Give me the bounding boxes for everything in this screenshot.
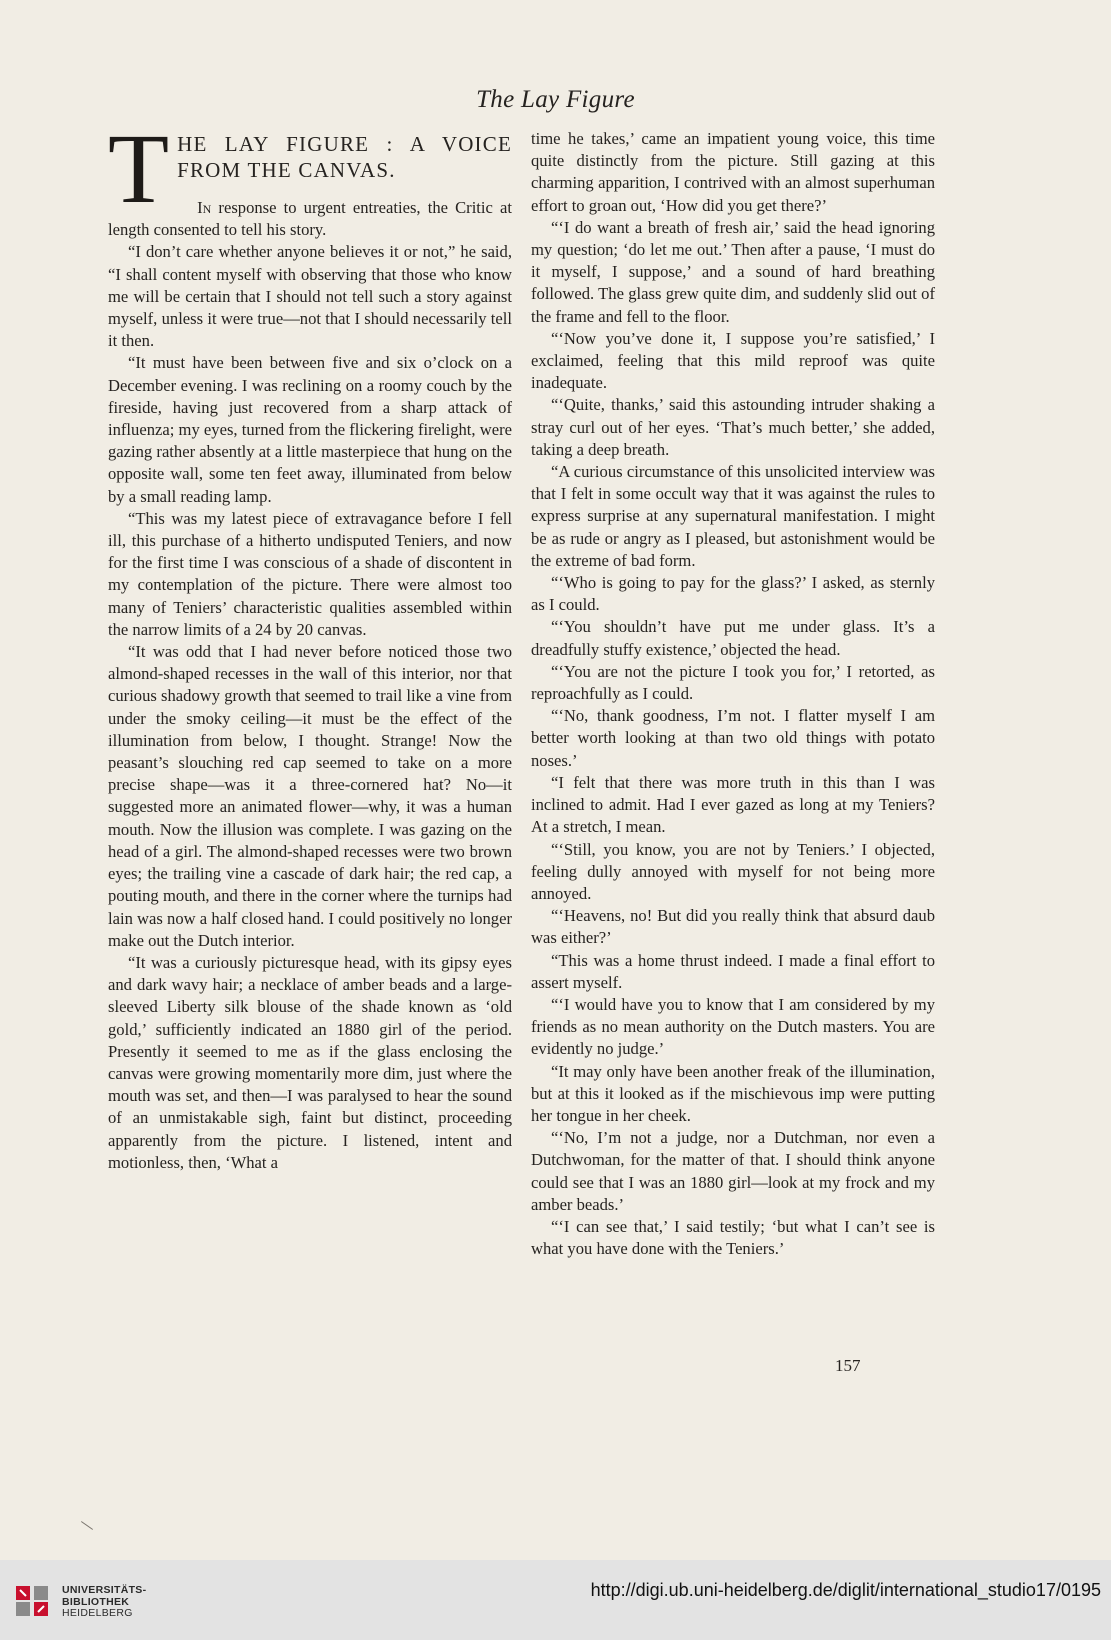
intro-smallcaps: In <box>197 198 212 217</box>
paragraph: “‘I can see that,’ I said testily; ‘but what I can’t see is what you have done with the Teniers.’ <box>531 1216 935 1259</box>
paragraph: “‘Heavens, no! But did you really think that absurd daub was either?’ <box>531 906 935 948</box>
paragraph: “I felt that there was more truth in this than I was inclined to admit. Had I ever gazed as long at my Teniers? At a stretch, I mean. <box>531 772 935 837</box>
university-library-logo-icon <box>14 1584 50 1618</box>
right-column <box>531 128 935 1260</box>
digitization-footer <box>0 1560 1111 1640</box>
paragraph: “A curious circumstance of this unsolicited interview was that I felt in some occult way that it was against the rules to express surprise at any supernatural manifestation. I might be as rude or angry as I pleased, but astonishment would be the extreme of bad form. <box>531 462 935 570</box>
paragraph: “It was odd that I had never before noticed those two almond-shaped recesses in the wall of this interior, nor that curious shadowy growth that seemed to trail like a vine from under the smoky ceiling—it must be the effect of the illumination from below, I thought. Strange! Now the peasant’s slouching red cap seemed to take on a more precise shape—was it a three-cornered hat? No—it suggested more an animated flower—why, it was a human mouth. Now the illusion was complete. I was gazing on the head of a girl. The almond-shaped recesses were two brown eyes; the trailing vine a cascade of dark hair; the red cap, a pouting mouth, and there in the corner where the turnips had lain was now a half closed hand. I could positively no longer make out the Dutch interior. <box>108 642 512 950</box>
paragraph: “I don’t care whether anyone believes it or not,” he said, “I shall content myself with observing that those who know me will be certain that I should not tell such a story against myself, unless it were true—not that I should necessarily tell it then. <box>108 242 512 351</box>
drop-cap: T <box>108 113 170 224</box>
library-name <box>62 1585 146 1620</box>
library-name-line: BIBLIOTHEK <box>62 1595 130 1608</box>
paragraph: “‘Now you’ve done it, I suppose you’re satisfied,’ I exclaimed, feeling that this mild reproof was quite inadequate. <box>531 328 935 393</box>
library-name-line: HEIDELBERG <box>62 1607 133 1619</box>
paragraph: “‘You shouldn’t have put me under glass. It’s a dreadfully stuffy existence,’ objected the head. <box>531 617 935 659</box>
paragraph: “‘No, thank goodness, I’m not. I flatter myself I am better worth looking at than two old things with potato noses.’ <box>531 706 935 770</box>
paragraph: “It may only have been another freak of the illumination, but at this it looked as if the mischievous imp were putting her tongue in her cheek. <box>531 1061 935 1125</box>
paragraph: “This was my latest piece of extravagance before I fell ill, this purchase of a hitherto undisputed Teniers, and now for the first time I was conscious of a shade of discontent in my contemplation of the picture. There were almost too many of Teniers’ characteristic qualities assembled within the narrow limits of a 24 by 20 canvas. <box>108 508 512 639</box>
paragraph: “This was a home thrust indeed. I made a final effort to assert myself. <box>531 950 935 992</box>
paragraph: “‘Quite, thanks,’ said this astounding intruder shaking a stray curl out of her eyes. ‘That’s much better,’ she added, taking a deep breath. <box>531 395 935 459</box>
left-column <box>108 113 512 1174</box>
continued-paragraph: time he takes,’ came an impatient young voice, this time quite distinctly from the picture. Still gazing at this charming apparition, I contrived with an almost superhuman effort to groan out, ‘How did you get there?’ <box>531 129 935 215</box>
permalink-url[interactable]: http://digi.ub.uni-heidelberg.de/diglit/international_studio17/0195 <box>590 1580 1101 1600</box>
paragraph: “It was a curiously picturesque head, with its gipsy eyes and dark wavy hair; a necklace of amber beads and a large-sleeved Liberty silk blouse of the shade known as ‘old gold,’ sufficiently indicated an 1880 girl of the period. Presently it seemed to me as if the glass enclosing the canvas were growing momentarily more dim, just where the mouth was set, and then—I was paralysed to hear the sound of an unmistakable sigh, faint but distinct, proceeding apparently from the picture. I listened, intent and motionless, then, ‘What a <box>108 952 512 1172</box>
scan-speck <box>81 1521 93 1530</box>
running-head: The Lay Figure <box>476 86 635 113</box>
paragraph: “‘You are not the picture I took you for,’ I retorted, as reproachfully as I could. <box>531 661 935 704</box>
intro-text: response to urgent entreaties, the Critic at length consented to tell his story. <box>108 198 512 240</box>
paragraph: “‘Who is going to pay for the glass?’ I asked, as sternly as I could. <box>531 573 935 615</box>
paragraph: “‘I would have you to know that I am considered by my friends as no mean authority on the Dutch masters. You are evidently no judge.’ <box>531 994 935 1059</box>
page-number: 157 <box>835 1356 861 1375</box>
paragraph: “‘Still, you know, you are not by Teniers.’ I objected, feeling dully annoyed with myself for not being more annoyed. <box>531 839 935 903</box>
paragraph: “‘No, I’m not a judge, nor a Dutchman, nor even a Dutchwoman, for the matter of that. I should think anyone could see that I was an 1880 girl—look at my frock and my amber beads.’ <box>531 1128 935 1214</box>
paragraph: “‘I do want a breath of fresh air,’ said the head ignoring my question; ‘do let me out.’ Then after a pause, ‘I must do it myself, I suppose,’ and a sound of hard breathing followed. The glass grew quite dim, and suddenly slid out of the frame and fell to the floor. <box>531 217 935 326</box>
article-title: HE LAY FIGURE : A VOICE FROM THE CANVAS. <box>177 132 512 182</box>
paragraph: “It must have been between five and six o’clock on a December evening. I was reclining on a roomy couch by the fireside, having just recovered from a sharp attack of influenza; my eyes, turned from the flickering firelight, were gazing rather absently at a little masterpiece that hung on the opposite wall, some ten feet away, illuminated from below by a small reading lamp. <box>108 353 512 506</box>
library-name-line: UNIVERSITÄTS- <box>62 1584 147 1596</box>
